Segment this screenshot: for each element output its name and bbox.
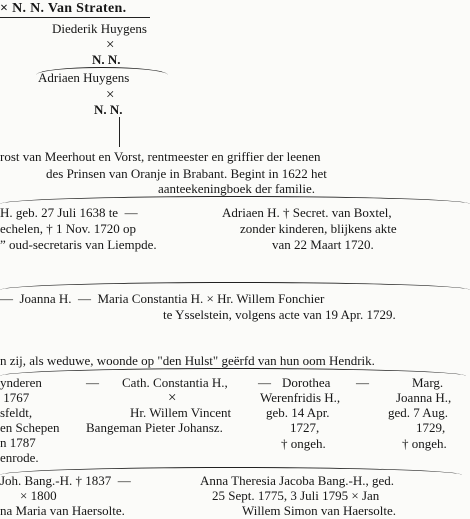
gen4-col2-line4: Bangeman Pieter Johansz. [86, 420, 223, 435]
marriage-cross: × [106, 87, 115, 103]
marriage-cross: × [106, 37, 115, 53]
gen4-col1-line6: enrode. [0, 450, 39, 465]
gen4-col4-line4: 1729, [416, 420, 446, 435]
name-diederik-huygens: Diederik Huygens [52, 21, 147, 36]
gen4-col1-line5: n 1787 [0, 435, 36, 450]
gen2-right-line1: Adriaen H. † Secret. van Boxtel, [222, 205, 392, 220]
gen2-left-line2: echelen, † 1 Nov. 1720 op [0, 221, 136, 236]
gen5-right-line3: Willem Simon van Haersolte. [242, 503, 397, 518]
gen4-col3-line2: Werenfridis H., [260, 390, 341, 405]
gen4-col4-line1: Marg. [412, 375, 444, 390]
main-person-line2: des Prinsen van Oranje in Brabant. Begint in 1622 het [46, 166, 327, 181]
dash: — [258, 375, 271, 390]
gen4-col1-line1: ynderen [0, 375, 49, 390]
spouse-van-straten: × N. N. Van Straten. [0, 1, 127, 16]
gen4-col1-line2: 1767 [0, 390, 30, 405]
gen4-col3-line4: 1727, [290, 420, 320, 435]
gen4-col4-line5: † ongeh. [402, 436, 447, 451]
gen5-left-line1: Joh. Bang.-H. † 1837 — [0, 473, 131, 488]
note-line: n zij, als weduwe, woonde op "den Hulst" geërfd van hun oom Hendrik. [0, 353, 375, 368]
gen4-col3-line5: † ongeh. [281, 436, 326, 451]
gen3-line2: te Ysselstein, volgens acte van 19 Apr. 1729. [163, 307, 396, 322]
gen4-col4-line3: ged. 7 Aug. [388, 405, 448, 420]
gen4-col3-line3: geb. 14 Apr. [266, 405, 330, 420]
gen5-left-line3: na Maria van Haersolte. [0, 503, 125, 518]
descent-line [119, 117, 120, 147]
gen2-left-line1: H. geb. 27 Juli 1638 te — [0, 205, 138, 220]
gen4-col2-line1: Cath. Constantia H., [122, 375, 228, 390]
gen3-line1: — Joanna H. — Maria Constantia H. × Hr. Willem Fonchier [0, 291, 325, 306]
gen4-col1-line3: sfeldt, [0, 405, 33, 420]
spouse-nn-2: N. N. [94, 102, 123, 117]
gen2-right-line3: van 22 Maart 1720. [272, 237, 374, 252]
gen4-col1-line4: en Schepen [0, 420, 60, 435]
brace-gen4 [0, 368, 466, 376]
gen4-col3-line1: Dorothea [282, 375, 331, 390]
gen4-col4-line2: Joanna H., [396, 390, 452, 405]
gen2-right-line2: zonder kinderen, blijkens akte [240, 221, 397, 236]
dash: — [86, 375, 99, 390]
marriage-cross: × [168, 390, 177, 406]
name-adriaen-huygens: Adriaen Huygens [38, 70, 130, 85]
dash: — [356, 375, 369, 390]
gen2-left-line3: ” oud-secretaris van Liempde. [0, 237, 157, 252]
main-person-line3: aanteekeningboek der familie. [158, 181, 316, 196]
gen5-right-line1: Anna Theresia Jacoba Bang.-H., ged. [200, 473, 394, 488]
gen4-col2-line3: Hr. Willem Vincent [130, 405, 232, 420]
brace-children [0, 196, 470, 204]
spouse-nn-1: N. N. [92, 52, 121, 67]
gen5-left-line2: × 1800 [20, 488, 57, 503]
gen5-right-line2: 25 Sept. 1775, 3 Juli 1795 × Jan [212, 488, 380, 503]
underline-rule [0, 17, 150, 18]
brace-gen3 [0, 282, 470, 290]
main-person-line1: rost van Meerhout en Vorst, rentmeester en griffier der leenen [0, 149, 321, 164]
